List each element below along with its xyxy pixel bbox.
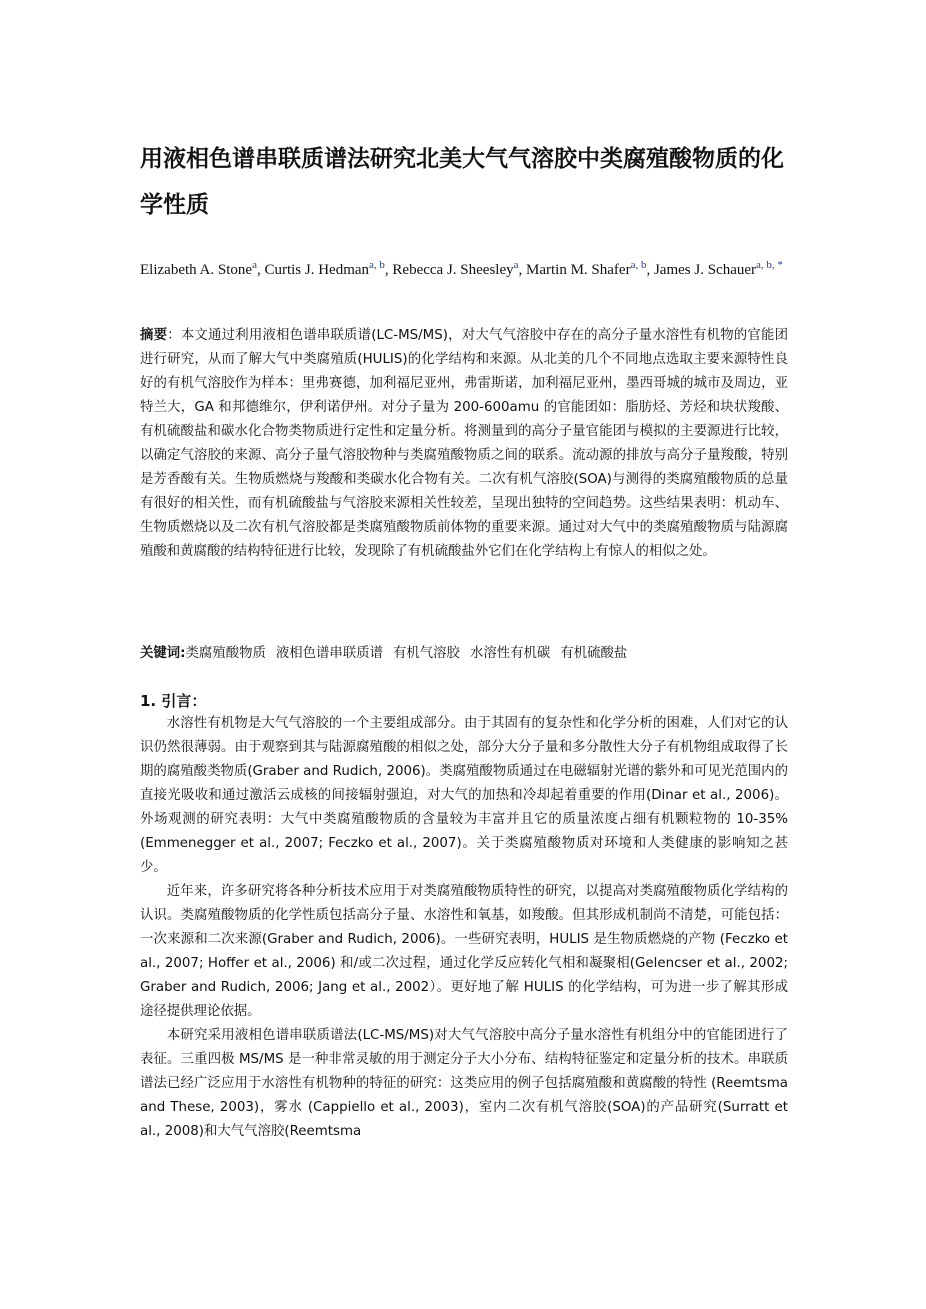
author-name: Curtis J. Hedman bbox=[264, 262, 370, 278]
author-name: Martin M. Shafer bbox=[526, 262, 631, 278]
paper-title: 用液相色谱串联质谱法研究北美大气气溶胶中类腐殖酸物质的化学性质 bbox=[140, 146, 784, 218]
abstract-label: 摘要 bbox=[140, 328, 168, 343]
keyword: 有机气溶胶 bbox=[393, 646, 460, 661]
introduction-body bbox=[140, 712, 788, 1144]
author-affiliation: a bbox=[252, 259, 257, 271]
author-name: Rebecca J. Sheesley bbox=[392, 262, 514, 278]
keyword: 液相色谱串联质谱 bbox=[275, 646, 383, 661]
author-name: James J. Schauer bbox=[653, 262, 757, 278]
keyword: 水溶性有机碳 bbox=[469, 646, 551, 661]
paragraph: 水溶性有机物是大气气溶胶的一个主要组成部分。由于其固有的复杂性和化学分析的困难，人们对它的认识仍然很薄弱。由于观察到其与陆源腐殖酸的相似之处，部分大分子量和多分散性大分子有机物组成取得了长期的腐殖酸类物质(Graber and Rudich, 2006)。类腐殖酸物质通过在电磁辐射光谱的紫外和可见光范围内的直接光吸收和通过激活云成核的间接辐射强迫，对大气的加热和冷却起着重要的作用(Dinar et al., 2006)。外场观测的研究表明：大气中类腐殖酸物质的含量较为丰富并且它的质量浓度占细有机颗粒物的 10-35%(Emmenegger et al., 2007; Feczko et al., 2007)。关于类腐殖酸物质对环境和人类健康的影响知之甚少。 bbox=[140, 716, 788, 875]
paragraph: 本研究采用液相色谱串联质谱法(LC-MS/MS)对大气气溶胶中高分子量水溶性有机组分中的官能团进行了表征。三重四极 MS/MS 是一种非常灵敏的用于测定分子大小分布、结构特征鉴定和定量分析的技术。串联质谱法已经广泛应用于水溶性有机物种的特征的研究：这类应用的例子包括腐殖酸和黄腐酸的特性 (Reemtsma and These, 2003)，雾水 (Cappiello et al., 2003)，室内二次有机气溶胶(SOA)的产品研究(Surratt et al., 2008)和大气气溶胶(Reemtsma bbox=[140, 1028, 788, 1139]
author-list: Elizabeth A. Stone$^a$, Curtis J. Hedman$^{a, b}$, Rebecca J. Sheesley$^a$, Martin M. Shafer$^{a, b}$, James J. Schauer$^{a, b, *}$ bbox=[140, 259, 783, 278]
author-affiliation: a, b bbox=[630, 259, 647, 271]
paragraph: 近年来，许多研究将各种分析技术应用于对类腐殖酸物质特性的研究，以提高对类腐殖酸物质化学结构的认识。类腐殖酸物质的化学性质包括高分子量、水溶性和氧基，如羧酸。但其形成机制尚不清楚，可能包括：一次来源和二次来源(Graber and Rudich, 2006)。一些研究表明，HULIS 是生物质燃烧的产物 (Feczko et al., 2007; Hoffer et al., 2006) 和/或二次过程，通过化学反应转化气相和凝聚相(Gelencser et al., 2002; Graber and Rudich, 2006; Jang et al., 2002）。更好地了解 HULIS 的化学结构，可为进一步了解其形成途径提供理论依据。 bbox=[140, 884, 788, 1019]
keyword: 类腐殖酸物质 bbox=[185, 646, 266, 661]
author-name: Elizabeth A. Stone bbox=[140, 262, 253, 278]
keywords bbox=[140, 642, 788, 666]
section-heading-introduction: 1. 引言： bbox=[140, 692, 207, 710]
author-affiliation: a, b, * bbox=[756, 259, 783, 271]
abstract bbox=[140, 324, 788, 564]
author-affiliation: a bbox=[513, 259, 519, 271]
abstract-text: ：本文通过利用液相色谱串联质谱(LC-MS/MS)，对大气气溶胶中存在的高分子量水溶性有机物的官能团进行研究，从而了解大气中类腐殖质(HULIS)的化学结构和来源。从北美的几个不同地点选取主要来源特性良好的有机气溶胶作为样本：里弗赛德，加利福尼亚州，弗雷斯诺，加利福尼亚州，墨西哥城的城市及周边，亚特兰大，GA 和邦德维尔，伊利诺伊州。对分子量为 200-600amu 的官能团如：脂肪烃、芳烃和块状羧酸、有机硫酸盐和碳水化合物类物质进行定性和定量分析。将测量到的高分子量官能团与模拟的主要源进行比较，以确定气溶胶的来源、高分子量气溶胶物种与类腐殖酸物质之间的联系。流动源的排放与高分子量羧酸，特别是芳香酸有关。生物质燃烧与羧酸和类碳水化合物有关。二次有机气溶胶(SOA)与测得的类腐殖酸物质的总量有很好的相关性，而有机硫酸盐与气溶胶来源相关性较差，呈现出独特的空间趋势。这些结果表明：机动车、生物质燃烧以及二次有机气溶胶都是类腐殖酸物质前体物的重要来源。通过对大气中的类腐殖酸物质与陆源腐殖酸和黄腐酸的结构特征进行比较，发现除了有机硫酸盐外它们在化学结构上有惊人的相似之处。 bbox=[140, 328, 789, 559]
keywords-label: 关键词: bbox=[140, 646, 186, 661]
author-affiliation: a, b bbox=[369, 259, 385, 271]
keyword: 有机硫酸盐 bbox=[560, 646, 628, 661]
